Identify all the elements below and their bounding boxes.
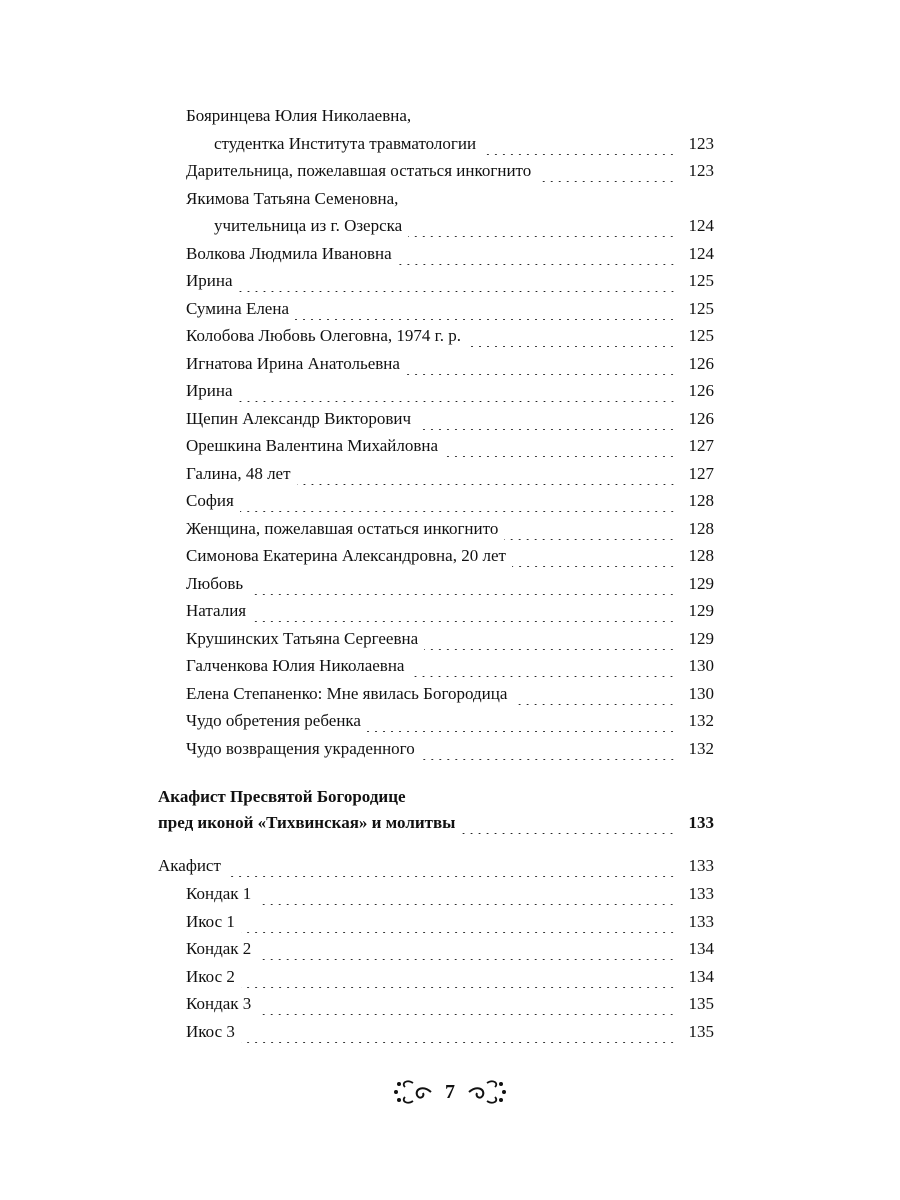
entry-title: Крушинских Татьяна Сергеевна [186, 628, 419, 648]
entry-page-number: 127 [688, 436, 714, 455]
entry-title: Кондак 2 [186, 939, 252, 958]
page-number: 7 [445, 1080, 455, 1103]
toc-entry [186, 879, 714, 909]
toc-entry-heading: Якимова Татьяна Семеновна, [186, 188, 399, 208]
dot-leader [512, 549, 676, 567]
floral-ornament-icon [467, 1075, 507, 1109]
entry-title: София [186, 491, 234, 510]
toc-entry [214, 129, 714, 159]
dot-leader [398, 247, 676, 265]
dot-leader [239, 274, 676, 292]
entry-title: Орешкина Валентина Михайловна [186, 436, 439, 455]
dot-leader [297, 467, 676, 485]
toc-entry [186, 1017, 714, 1047]
entry-title: учительница из г. Озерска [214, 216, 403, 235]
toc-entry [186, 596, 714, 626]
entry-page-number: 125 [688, 298, 714, 318]
dot-leader [295, 302, 676, 320]
section-heading-entry [158, 808, 714, 838]
toc-entry [186, 541, 714, 571]
entry-page-number: 128 [688, 518, 714, 538]
dot-leader [257, 942, 676, 960]
toc-entry [186, 349, 714, 379]
entry-page-number: 128 [688, 491, 714, 510]
floral-ornament-icon [393, 1075, 433, 1109]
dot-leader [406, 357, 676, 375]
dot-leader [482, 137, 676, 155]
dot-leader [408, 219, 676, 237]
dot-leader [257, 887, 676, 905]
entry-page-number: 129 [688, 573, 714, 593]
toc-entry [186, 239, 714, 269]
toc-entry [186, 934, 714, 964]
entry-title: Колобова Любовь Олеговна, 1974 г. р. [186, 326, 461, 345]
dot-leader [257, 997, 676, 1015]
dot-leader [239, 384, 676, 402]
toc-entry [186, 294, 714, 324]
entry-page-number: 134 [688, 966, 714, 986]
dot-leader [249, 577, 676, 595]
toc-entry [186, 404, 714, 434]
entry-title: Елена Степаненко: Мне явилась Богородица [186, 683, 508, 703]
dot-leader [240, 494, 676, 512]
dot-leader [421, 742, 676, 760]
entry-page-number: 126 [688, 353, 714, 373]
entry-title: Галченкова Юлия Николаевна [186, 656, 405, 675]
dot-leader [424, 632, 676, 650]
entry-title: Волкова Людмила Ивановна [186, 243, 392, 263]
entry-page-number: 130 [688, 683, 714, 703]
dot-leader [513, 687, 676, 705]
toc-entry [186, 624, 714, 654]
entry-title: Дарительница, пожелавшая остаться инкогнито [186, 161, 532, 180]
entry-title: Икос 3 [186, 1021, 235, 1041]
page-footer [0, 1072, 900, 1112]
entry-page-number: 124 [688, 216, 714, 235]
toc-entry [186, 486, 714, 516]
entry-title: Акафист [158, 856, 221, 875]
toc-entry [186, 321, 714, 351]
entry-title: Чудо обретения ребенка [186, 711, 361, 730]
entry-page-number: 123 [688, 161, 714, 180]
entry-title: Любовь [186, 573, 244, 593]
entry-title: студентка Института травматологии [214, 133, 477, 153]
toc-entry [186, 156, 714, 186]
dot-leader [467, 329, 676, 347]
entry-page-number: 135 [688, 1021, 714, 1041]
toc-entry [186, 569, 714, 599]
toc-entry [186, 376, 714, 406]
toc-entry [186, 651, 714, 681]
toc-entry [186, 459, 714, 489]
entry-title: Игнатова Ирина Анатольевна [186, 353, 400, 373]
entry-title: Наталия [186, 601, 247, 620]
toc-entry [186, 962, 714, 992]
dot-leader [241, 970, 676, 988]
entry-title: Икос 2 [186, 966, 235, 986]
toc-entry [186, 514, 714, 544]
entry-page-number: 128 [688, 546, 714, 565]
entry-page-number: 124 [688, 243, 714, 263]
dot-leader [504, 522, 676, 540]
entry-page-number: 125 [688, 326, 714, 345]
toc-entry [186, 266, 714, 296]
toc-entry [186, 706, 714, 736]
dot-leader [444, 439, 676, 457]
entry-title: Икос 1 [186, 911, 235, 931]
entry-title: Галина, 48 лет [186, 463, 291, 483]
entry-page-number: 133 [688, 856, 714, 875]
toc-entry [158, 851, 714, 881]
toc-entry [186, 734, 714, 764]
dot-leader [537, 164, 676, 182]
entry-page-number: 134 [688, 939, 714, 958]
entry-page-number: 133 [688, 813, 714, 832]
dot-leader [241, 915, 676, 933]
entry-title: Щепин Александр Викторович [186, 408, 412, 428]
entry-page-number: 126 [688, 381, 714, 400]
dot-leader [227, 859, 676, 877]
entry-title: Кондак 1 [186, 884, 252, 903]
entry-page-number: 132 [688, 711, 714, 730]
dot-leader [241, 1025, 676, 1043]
dot-leader [461, 816, 676, 834]
entry-page-number: 125 [688, 271, 714, 290]
entry-title: Симонова Екатерина Александровна, 20 лет [186, 546, 506, 565]
entry-page-number: 129 [688, 601, 714, 620]
section-heading: Акафист Пресвятой Богородице [158, 787, 406, 806]
entry-title: Чудо возвращения украденного [186, 738, 415, 758]
dot-leader [410, 659, 676, 677]
entry-title: пред иконой «Тихвинская» и молитвы [158, 813, 456, 832]
dot-leader [367, 714, 676, 732]
toc-entry [186, 679, 714, 709]
toc-entry [186, 907, 714, 937]
toc-entry-heading: Бояринцева Юлия Николаевна, [186, 106, 412, 125]
toc-entry [186, 431, 714, 461]
entry-title: Женщина, пожелавшая остаться инкогнито [186, 518, 499, 538]
entry-page-number: 126 [688, 408, 714, 428]
toc-entry [214, 211, 714, 241]
entry-page-number: 132 [688, 738, 714, 758]
entry-page-number: 129 [688, 628, 714, 648]
entry-page-number: 130 [688, 656, 714, 675]
entry-page-number: 135 [688, 994, 714, 1013]
entry-title: Ирина [186, 271, 233, 290]
entry-title: Сумина Елена [186, 298, 289, 318]
entry-page-number: 133 [688, 911, 714, 931]
dot-leader [417, 412, 676, 430]
entry-page-number: 123 [688, 133, 714, 153]
dot-leader [252, 604, 676, 622]
entry-title: Кондак 3 [186, 994, 252, 1013]
entry-page-number: 127 [688, 463, 714, 483]
entry-title: Ирина [186, 381, 233, 400]
toc-entry [186, 989, 714, 1019]
entry-page-number: 133 [688, 884, 714, 903]
